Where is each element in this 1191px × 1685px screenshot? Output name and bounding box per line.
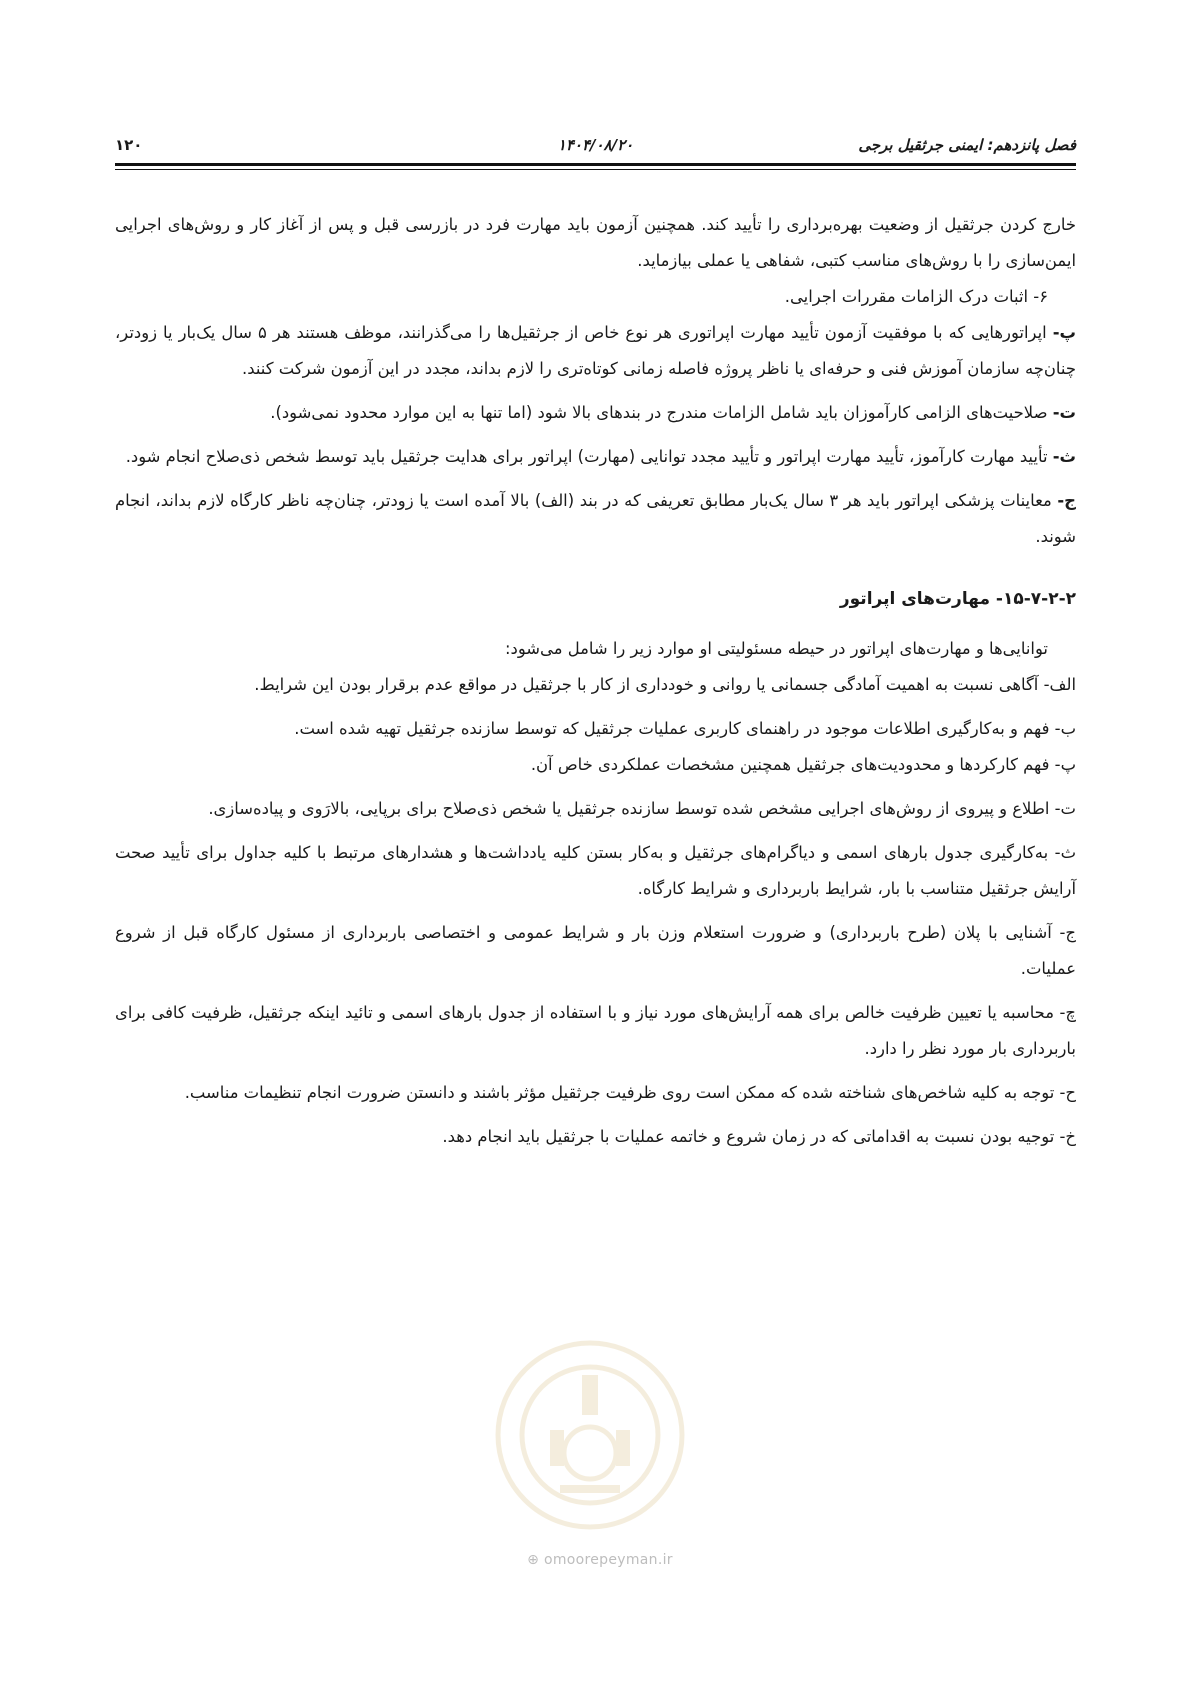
paragraph <box>115 395 1076 431</box>
list-item: ج- آشنایی با پلان (طرح باربرداری) و ضرورت استعلام وزن بار و شرایط عمومی و اختصاصی باربرداری از مسئول کارگاه قبل از شروع عملیات. <box>115 923 1076 978</box>
header-date: ۱۴۰۴/۰۸/۲۰ <box>557 136 634 154</box>
list-item: ح- توجه به کلیه شاخص‌های شناخته شده که ممکن است روی ظرفیت جرثقیل مؤثر باشند و دانستن ضرورت انجام تنظیمات مناسب. <box>184 1083 1076 1102</box>
header-rule-thin <box>115 169 1076 170</box>
section-intro: توانایی‌ها و مهارت‌های اپراتور در حیطه مسئولیتی او موارد زیر را شامل می‌شود: <box>505 639 1048 658</box>
list-item: ث- به‌کارگیری جدول بارهای اسمی و دیاگرام‌های جرثقیل و به‌کار بستن کلیه یادداشت‌ها و هشدارهای مرتبط با کلیه جداول برای تأیید صحت آرایش جرثقیل متناسب با بار، شرایط باربرداری و شرایط کارگاه. <box>115 843 1076 898</box>
paragraph: ۶- اثبات درک الزامات مقررات اجرایی. <box>784 287 1048 306</box>
watermark-url-text: omoorepeyman.ir <box>543 1552 673 1568</box>
paragraph: خارج کردن جرثقیل از وضعیت بهره‌برداری را تأیید کند. همچنین آزمون باید مهارت فرد در بازرسی قبل و پس از آغاز کار و روش‌های اجرایی ایمن‌سازی را با روش‌های مناسب کتبی، شفاهی یا عملی بیازماید. <box>115 215 1076 270</box>
paragraph-text: صلاحیت‌های الزامی کارآموزان باید شامل الزامات مندرج در بندهای بالا شود (اما تنها به این موارد محدود نمی‌شود). <box>270 403 1053 422</box>
paragraph <box>115 315 1076 387</box>
list-item: ت- اطلاع و پیروی از روش‌های اجرایی مشخص شده توسط سازنده جرثقیل یا شخص ذی‌صلاح برای برپایی، بالارَوی و پیاده‌سازی. <box>208 799 1076 818</box>
page-number: ۱۲۰ <box>115 136 143 154</box>
list-item: پ- فهم کارکردها و محدودیت‌های جرثقیل همچنین مشخصات عملکردی خاص آن. <box>530 755 1076 774</box>
header-rule-thick <box>115 163 1076 166</box>
paragraph-text: اپراتورهایی که با موفقیت آزمون تأیید مهارت اپراتوری هر نوع خاص از جرثقیل‌ها را می‌گذرانند، موظف هستند هر ۵ سال یک‌بار یا زودتر، چنان‌چه سازمان آموزش فنی و حرفه‌ای یا ناظر پروژه فاصله زمانی کوتاه‌تری را لازم بداند، مجدد در این آزمون شرکت کنند. <box>115 323 1076 378</box>
chapter-title: فصل پانزدهم: ایمنی جرثقیل برجی <box>858 136 1076 154</box>
paragraph-text: تأیید مهارت کارآموز، تأیید مهارت اپراتور و تأیید مجدد توانایی (مهارت) اپراتور برای هدایت جرثقیل باید توسط شخص ذی‌صلاح انجام شود. <box>125 447 1053 466</box>
watermark-url: ⊕ omoorepeyman.ir <box>527 1552 673 1568</box>
section-heading: ۱۵-۷-۲-۲- مهارت‌های اپراتور <box>839 589 1076 609</box>
page-header <box>115 130 1076 162</box>
item-marker: پ- <box>1052 323 1077 342</box>
page-body <box>115 207 1076 1155</box>
list-item: الف- آگاهی نسبت به اهمیت آمادگی جسمانی یا روانی و خودداری از کار با جرثقیل در مواقع عدم برقرار بودن این شرایط. <box>254 675 1076 694</box>
list-item: خ- توجیه بودن نسبت به اقداماتی که در زمان شروع و خاتمه عملیات با جرثقیل باید انجام دهد. <box>442 1127 1076 1146</box>
item-marker: ج- <box>1057 491 1076 510</box>
paragraph-text: معاینات پزشکی اپراتور باید هر ۳ سال یک‌بار مطابق تعریفی که در بند (الف) بالا آمده است یا زودتر، چنان‌چه ناظر کارگاه لازم بداند، انجام شوند. <box>115 491 1076 546</box>
list-item: ب- فهم و به‌کارگیری اطلاعات موجود در راهنمای کاربری عملیات جرثقیل که توسط سازنده جرثقیل تهیه شده است. <box>294 719 1076 738</box>
item-marker: ت- <box>1052 403 1076 422</box>
watermark-seal-icon <box>490 1335 690 1535</box>
list-item: چ- محاسبه یا تعیین ظرفیت خالص برای همه آرایش‌های مورد نیاز و با استفاده از جدول بارهای اسمی و تائید اینکه جرثقیل، ظرفیت کافی برای باربرداری بار مورد نظر را دارد. <box>115 1003 1076 1058</box>
paragraph <box>115 439 1076 475</box>
paragraph <box>115 483 1076 555</box>
item-marker: ث- <box>1052 447 1076 466</box>
